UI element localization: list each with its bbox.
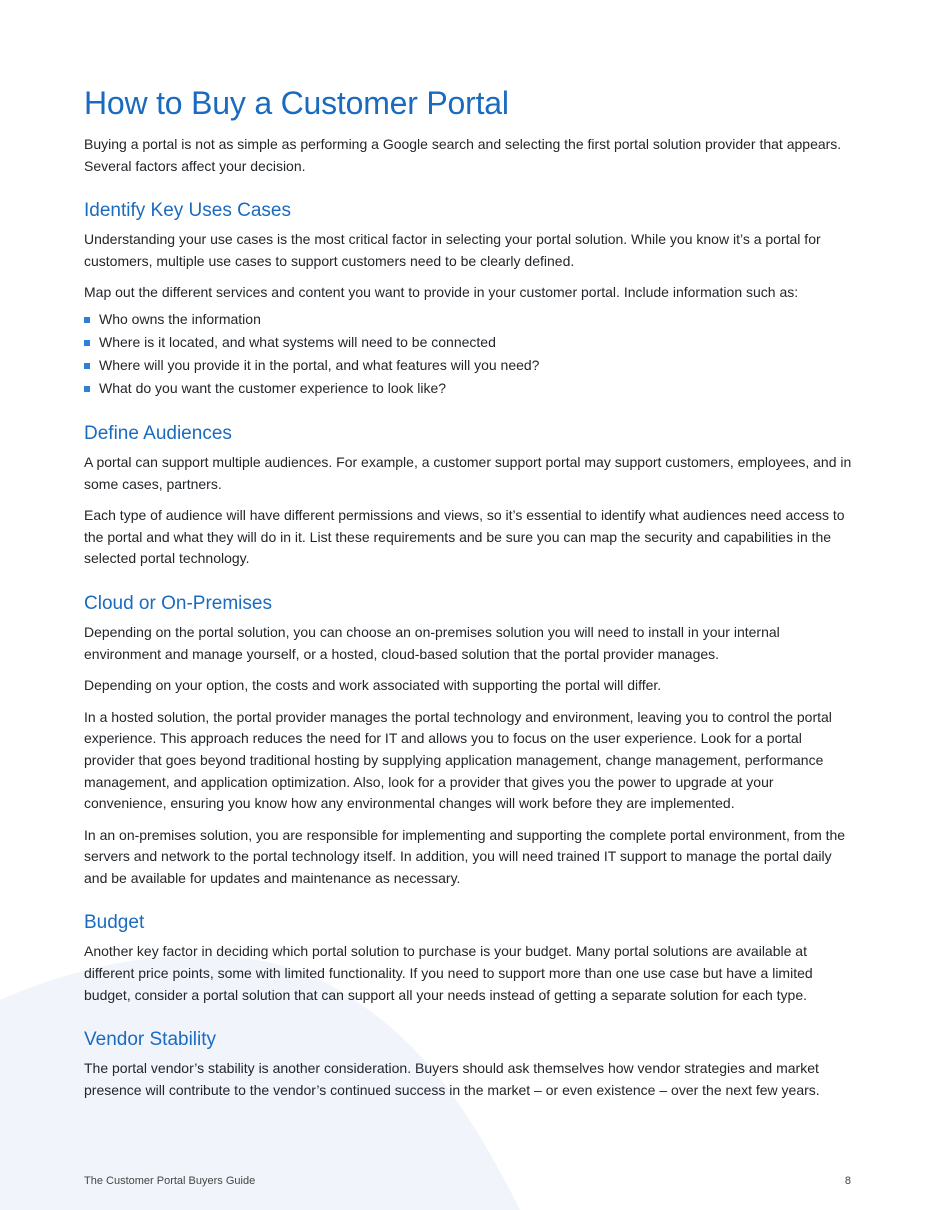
bullet-item	[84, 354, 854, 377]
section-vendor-stability	[84, 1028, 854, 1101]
section-paragraph: The portal vendor’s stability is another consideration. Buyers should ask themselves how vendor strategies and market presence will contribute to the vendor’s continued success in the market – or even existence – over the next few years.	[84, 1060, 820, 1098]
section-paragraph: Understanding your use cases is the most critical factor in selecting your portal solution. While you know it’s a portal for customers, multiple use cases to support customers need to be clearly defined.	[84, 231, 821, 269]
section-paragraph: Each type of audience will have different permissions and views, so it’s essential to identify what audiences need access to the portal and what they will do in it. List these requirements and be sure you can map the security and capabilities in the selected portal technology.	[84, 507, 845, 567]
bullet-text: Where will you provide it in the portal, and what features will you need?	[99, 356, 540, 373]
square-bullet-icon	[84, 340, 90, 346]
section-define-audiences	[84, 422, 854, 570]
section-paragraph: Map out the different services and content you want to provide in your customer portal. Include information such as:	[84, 284, 799, 301]
square-bullet-icon	[84, 386, 90, 392]
footer-page-number: 8	[844, 1175, 851, 1187]
document-page	[84, 84, 854, 1111]
square-bullet-icon	[84, 317, 90, 323]
intro-paragraph: Buying a portal is not as simple as performing a Google search and selecting the first portal solution provider that appears. Several factors affect your decision.	[84, 136, 842, 174]
bullet-item	[84, 331, 854, 354]
square-bullet-icon	[84, 363, 90, 369]
section-paragraph: Depending on the portal solution, you can choose an on-premises solution you will need to install in your internal environment and manage yourself, or a hosted, cloud-based solution that the portal provider manages.	[84, 623, 780, 662]
section-heading: Budget	[84, 912, 145, 934]
section-paragraph: In a hosted solution, the portal provider manages the portal technology and environment, leaving you to control the portal experience. This approach reduces the need for IT and allows you to focus on the user experience. Look for a portal provider that goes beyond traditional hosting by supplying application management, change management, performance management, and application optimization. Also, look for a provider that gives you the power to upgrade at your convenience, ensuring you know how any environmental changes will work before they are implemented.	[84, 708, 832, 812]
section-cloud-or-on-premises	[84, 592, 854, 890]
footer-document-title: The Customer Portal Buyers Guide	[84, 1175, 256, 1187]
section-heading: Vendor Stability	[84, 1029, 217, 1051]
section-heading: Define Audiences	[84, 422, 232, 444]
section-heading: Cloud or On-Premises	[84, 592, 272, 614]
page-title: How to Buy a Customer Portal	[84, 85, 509, 121]
bullet-text: What do you want the customer experience to look like?	[99, 379, 447, 396]
section-paragraph: Depending on your option, the costs and work associated with supporting the portal will differ.	[84, 677, 662, 694]
section-identify-use-cases	[84, 199, 854, 400]
bullet-item	[84, 377, 854, 400]
section-budget	[84, 911, 854, 1006]
bullet-text: Who owns the information	[99, 310, 261, 327]
section-paragraph: Another key factor in deciding which portal solution to purchase is your budget. Many portal solutions are available at different price points, some with limited functionality. If you need to support more than one use case but have a limited budget, consider a portal solution that can support all your needs instead of getting a separate solution for each type.	[84, 943, 813, 1003]
section-paragraph: In an on-premises solution, you are responsible for implementing and supporting the complete portal environment, from the servers and network to the portal technology itself. In addition, you will need trained IT support to manage the portal daily and be available for updates and maintenance as necessary.	[84, 826, 846, 886]
bullet-text: Where is it located, and what systems will need to be connected	[99, 333, 496, 350]
section-paragraph: A portal can support multiple audiences. For example, a customer support portal may support customers, employees, and in some cases, partners.	[84, 453, 852, 492]
section-heading: Identify Key Uses Cases	[84, 200, 291, 222]
bullet-item	[84, 308, 854, 331]
bullet-list	[84, 308, 854, 400]
